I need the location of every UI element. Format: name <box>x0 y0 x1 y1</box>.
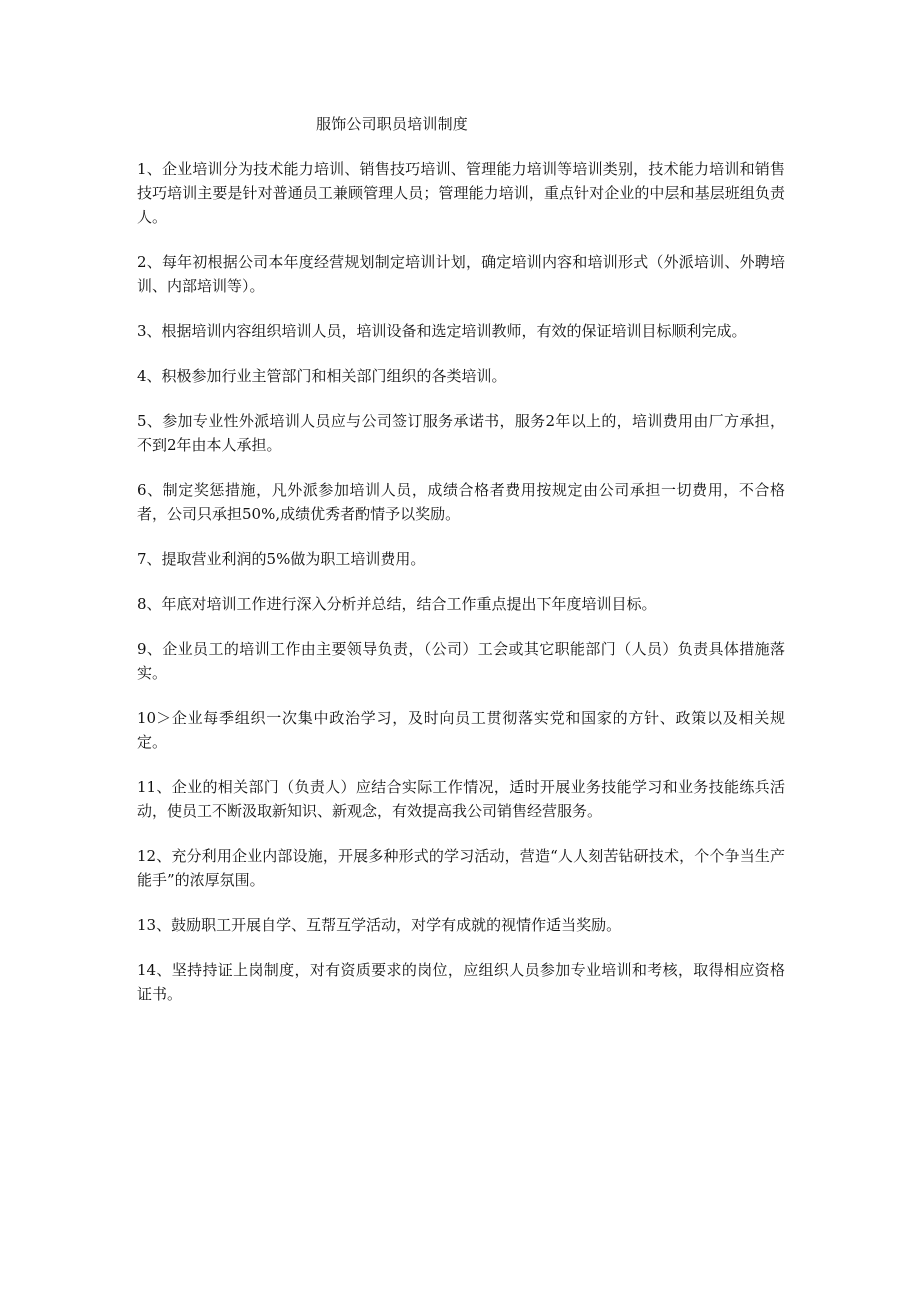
paragraph-4: 4、积极参加行业主管部门和相关部门组织的各类培训。 <box>137 367 507 385</box>
paragraph-12: 12、充分利用企业内部设施，开展多种形式的学习活动，营造“人人刻苦钻研技术，个个争当生产能手”的浓厚氛围。 <box>137 847 785 889</box>
paragraph-13: 13、鼓励职工开展自学、互帮互学活动，对学有成就的视情作适当奖励。 <box>137 916 622 934</box>
paragraph-1: 1、企业培训分为技术能力培训、销售技巧培训、管理能力培训等培训类别，技术能力培训和销售技巧培训主要是针对普通员工兼顾管理人员；管理能力培训，重点针对企业的中层和基层班组负责人。 <box>137 160 785 226</box>
paragraph-8: 8、年底对培训工作进行深入分析并总结，结合工作重点提出下年度培训目标。 <box>137 595 657 613</box>
paragraph-10: 10＞企业每季组织一次集中政治学习，及时向员工贯彻落实党和国家的方针、政策以及相关规定。 <box>137 709 785 751</box>
paragraph-5: 5、参加专业性外派培训人员应与公司签订服务承诺书，服务2年以上的，培训费用由厂方承担，不到2年由本人承担。 <box>137 412 785 454</box>
document-body <box>137 157 785 1027</box>
paragraph-6: 6、制定奖惩措施，凡外派参加培训人员，成绩合格者费用按规定由公司承担一切费用，不合格者，公司只承担50%,成绩优秀者酌情予以奖励。 <box>137 481 785 523</box>
paragraph-3: 3、根据培训内容组织培训人员，培训设备和选定培训教师，有效的保证培训目标顺利完成。 <box>137 322 747 340</box>
paragraph-2: 2、每年初根据公司本年度经营规划制定培训计划，确定培训内容和培训形式（外派培训、外聘培训、内部培训等）。 <box>137 253 785 295</box>
paragraph-11: 11、企业的相关部门（负责人）应结合实际工作情况，适时开展业务技能学习和业务技能练兵活动，使员工不断汲取新知识、新观念，有效提高我公司销售经营服务。 <box>137 778 785 820</box>
paragraph-14: 14、坚持持证上岗制度，对有资质要求的岗位，应组织人员参加专业培训和考核，取得相应资格证书。 <box>137 961 785 1003</box>
paragraph-7: 7、提取营业利润的5%做为职工培训费用。 <box>137 550 426 568</box>
paragraph-9: 9、企业员工的培训工作由主要领导负责，（公司）工会或其它职能部门（人员）负责具体措施落实。 <box>137 640 785 682</box>
document-title: 服饰公司职员培训制度 <box>316 115 469 133</box>
